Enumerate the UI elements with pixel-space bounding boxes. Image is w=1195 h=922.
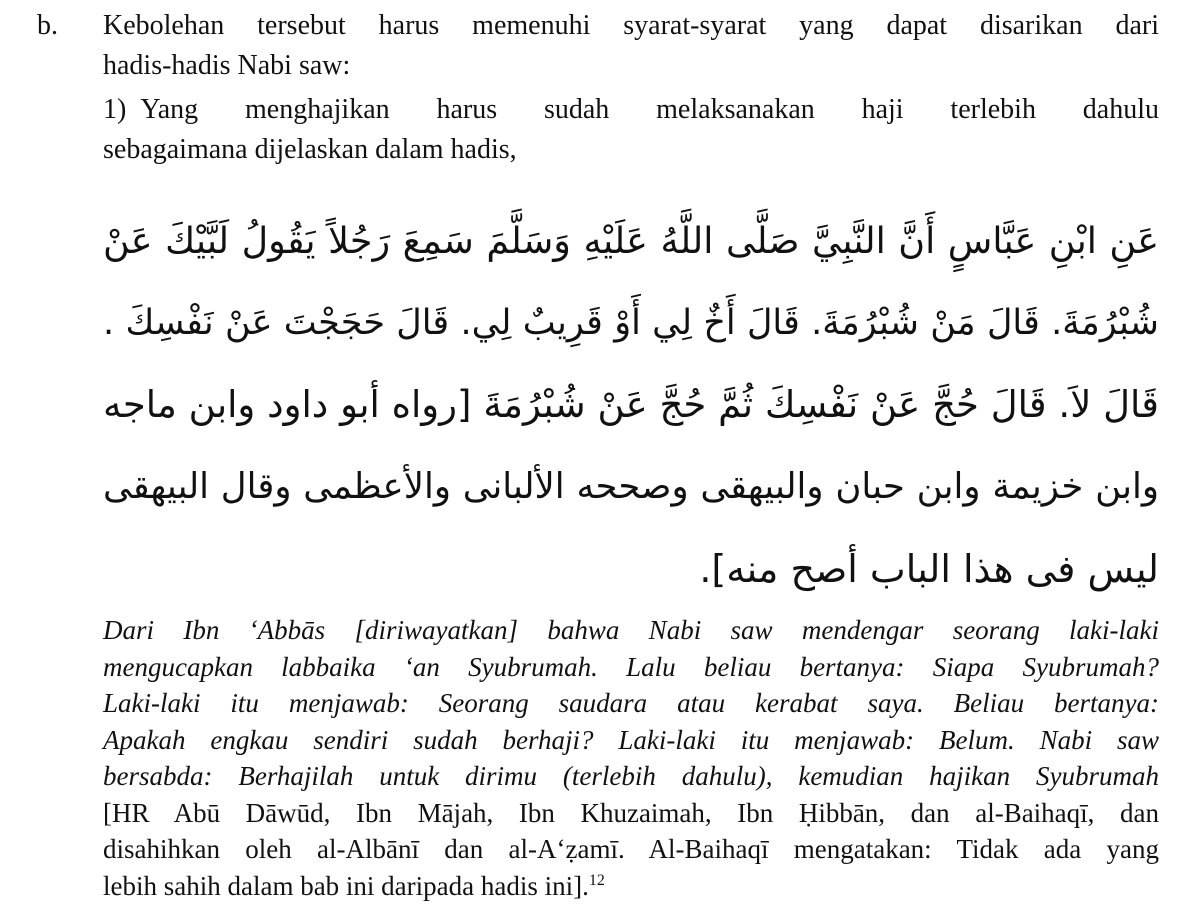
citation-line-text: lebih sahih dalam bab ini daripada hadis ini]. [103, 870, 589, 901]
citation-line-last [103, 868, 1159, 905]
point-paragraph [103, 6, 1159, 86]
arabic-line: ليس فى هذا الباب أصح منه]. [699, 547, 1159, 591]
translation-line: bersabda: Berhajilah untuk dirimu (terlebih dahulu), kemudian hajikan Syubrumah [103, 761, 1159, 791]
point-line: hadis-hadis Nabi saw: [103, 50, 351, 81]
translation-line: Laki-laki itu menjawab: Seorang saudara atau kerabat saya. Beliau bertanya: [103, 688, 1159, 718]
translation-line: Apakah engkau sendiri sudah berhaji? Laki-laki itu menjawab: Belum. Nabi saw [103, 724, 1159, 755]
arabic-line: شُبْرُمَةَ. قَالَ مَنْ شُبْرُمَةَ. قَالَ أَخٌ لِي أَوْ قَرِيبٌ لِي. قَالَ حَجَجْتَ عَنْ نَفْسِكَ . [103, 303, 1159, 343]
subpoint-number: 1) [103, 94, 127, 125]
translation-line: mengucapkan labbaika ‘an Syubrumah. Lalu beliau bertanya: Siapa Syubrumah? [103, 651, 1159, 682]
point-marker: b. [37, 10, 58, 41]
citation-line: [HR Abū Dāwūd, Ibn Mājah, Ibn Khuzaimah, Ibn Ḥibbān, dan al-Baihaqī, dan [103, 797, 1159, 828]
arabic-line: وابن خزيمة وابن حبان والبيهقى وصححه الألبانى والأعظمى وقال البيهقى [103, 466, 1159, 507]
hadith-translation [103, 612, 1159, 904]
subpoint-line [103, 90, 1159, 130]
arabic-line: قَالَ لاَ. قَالَ حُجَّ عَنْ نَفْسِكَ ثُمَّ حُجَّ عَنْ شُبْرُمَةَ [رواه أبو داود وابن ماجه [103, 383, 1159, 426]
arabic-line: عَنِ ابْنِ عَبَّاسٍ أَنَّ النَّبِيَّ صَلَّى اللَّهُ عَلَيْهِ وَسَلَّمَ سَمِعَ رَجُلاً يَقُولُ لَبَّيْكَ عَنْ [103, 219, 1159, 262]
subpoint-line: sebagaimana dijelaskan dalam hadis, [103, 134, 517, 165]
subpoint-paragraph [103, 90, 1159, 170]
subpoint-line-text: Yang menghajikan harus sudah melaksanakan haji terlebih dahulu [140, 94, 1159, 125]
footnote-reference[interactable]: 12 [588, 871, 605, 889]
point-line: Kebolehan tersebut harus memenuhi syarat-syarat yang dapat disarikan dari [103, 10, 1159, 41]
arabic-hadith [103, 200, 1159, 610]
translation-line: Dari Ibn ‘Abbās [diriwayatkan] bahwa Nabi saw mendengar seorang laki-laki [103, 615, 1159, 645]
citation-line: disahihkan oleh al-Albānī dan al-A‘ẓamī. Al-Baihaqī mengatakan: Tidak ada yang [103, 834, 1159, 864]
